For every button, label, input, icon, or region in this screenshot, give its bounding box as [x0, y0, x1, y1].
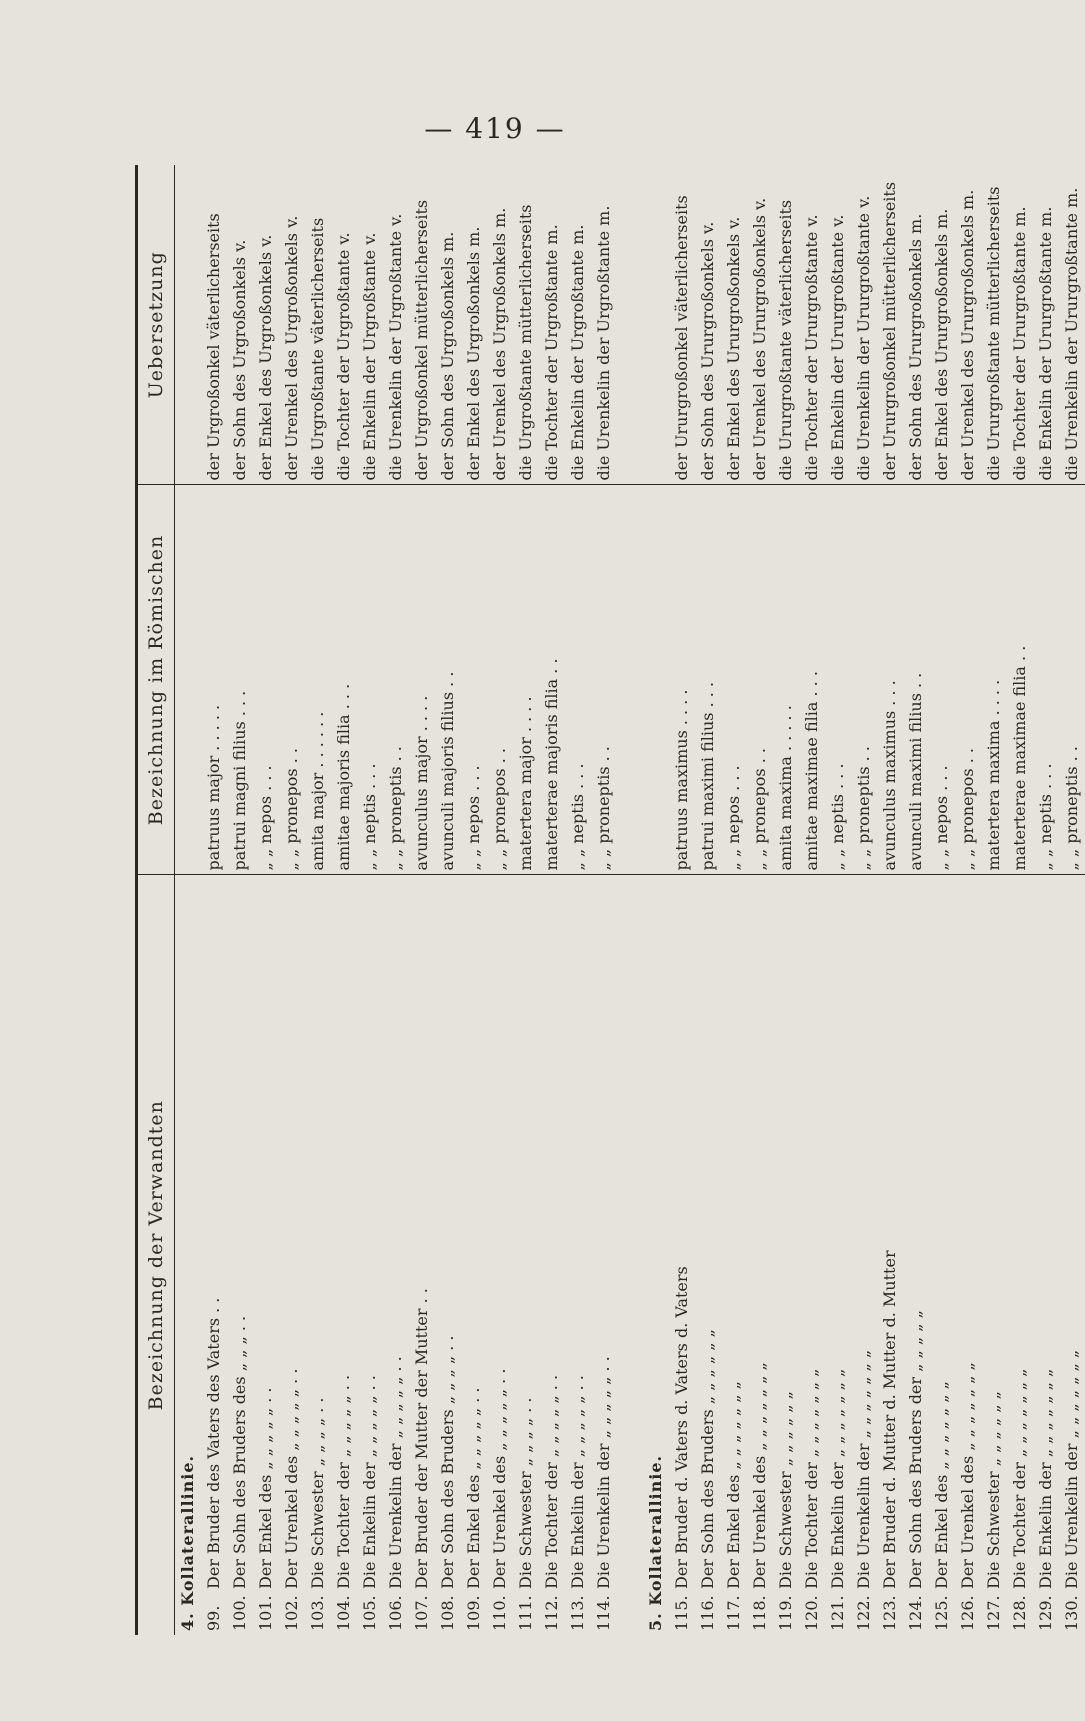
- table-row: [981, 165, 1007, 1635]
- table-row: [357, 165, 383, 1635]
- translation: die Tochter der Ururgroßtante m.: [1007, 165, 1033, 485]
- empty-cell: [643, 165, 669, 485]
- relative-cell: [1007, 875, 1033, 1635]
- kinship-table: [135, 165, 1085, 1635]
- translation: die Urenkelin der Urgroßtante v.: [383, 165, 409, 485]
- roman-term: matertera maxima . . . .: [981, 485, 1007, 875]
- row-number: 116.: [698, 1595, 717, 1631]
- section-title: 4. Kollaterallinie.: [178, 1454, 197, 1631]
- roman-term: „ „ nepos . . .: [721, 485, 747, 875]
- relative-cell: [383, 875, 409, 1635]
- relative-cell: [955, 875, 981, 1635]
- table-row: [305, 165, 331, 1635]
- row-number: 111.: [516, 1595, 535, 1631]
- table-row: [929, 165, 955, 1635]
- translation: die Tochter der Urgroßtante v.: [331, 165, 357, 485]
- roman-term: „ „ pronepos . .: [279, 485, 305, 875]
- empty-cell: [175, 165, 202, 485]
- table-row: [851, 165, 877, 1635]
- relative-cell: [721, 875, 747, 1635]
- translation: der Urenkel des Ururgroßonkels m.: [955, 165, 981, 485]
- relative-cell: [877, 875, 903, 1635]
- row-number: 119.: [776, 1595, 795, 1631]
- translation: der Urenkel des Urgroßonkels v.: [279, 165, 305, 485]
- table-row: [227, 165, 253, 1635]
- translation: die Urgroßtante mütterlicherseits: [513, 165, 539, 485]
- relative-label: Der Enkel des „ „ „ „ „ . .: [464, 1387, 483, 1589]
- relative-label: Die Enkelin der „ „ „ „ „ „ „: [1036, 1368, 1055, 1589]
- table-row: [721, 165, 747, 1635]
- translation: der Ururgroßonkel väterlicherseits: [669, 165, 695, 485]
- translation: die Urenkelin der Urgroßtante m.: [591, 165, 617, 485]
- row-number: 128.: [1010, 1595, 1029, 1631]
- relative-label: Der Sohn des Bruders des „ „ „ . .: [230, 1315, 249, 1589]
- table-row: [591, 165, 617, 1635]
- relative-label: Die Schwester „ „ „ „ . .: [516, 1397, 535, 1589]
- table-row: [695, 165, 721, 1635]
- relative-label: Der Bruder d. Mutter d. Mutter d. Mutter: [880, 1250, 899, 1589]
- row-number: 99.: [204, 1605, 223, 1631]
- relative-cell: [513, 875, 539, 1635]
- row-number: 107.: [412, 1595, 431, 1631]
- row-number: 122.: [854, 1595, 873, 1631]
- translation: die Ururgroßtante mütterlicherseits: [981, 165, 1007, 485]
- relative-cell: [435, 875, 461, 1635]
- table-row: [461, 165, 487, 1635]
- roman-term: „ „ neptis . . .: [1033, 485, 1059, 875]
- roman-term: „ „ proneptis . .: [1059, 485, 1085, 875]
- relative-cell: [747, 875, 773, 1635]
- roman-term: avunculus maximus . . .: [877, 485, 903, 875]
- rotated-table-page: [135, 165, 1081, 1635]
- roman-term: materterae maximae filia . .: [1007, 485, 1033, 875]
- roman-term: „ „ neptis . . .: [565, 485, 591, 875]
- roman-term: „ „ nepos . . .: [461, 485, 487, 875]
- roman-term: patrui magni filius . . .: [227, 485, 253, 875]
- table-row: [825, 165, 851, 1635]
- roman-term: patruus major . . . . .: [201, 485, 227, 875]
- relative-label: Die Urenkelin der „ „ „ „ „ „ „: [854, 1349, 873, 1589]
- roman-term: avunculus major . . . .: [409, 485, 435, 875]
- relative-cell: [981, 875, 1007, 1635]
- table-row: [1059, 165, 1085, 1635]
- row-number: 126.: [958, 1595, 977, 1631]
- row-number: 130.: [1062, 1595, 1081, 1631]
- row-number: 109.: [464, 1595, 483, 1631]
- header-row: [137, 165, 175, 1635]
- table-row: [1033, 165, 1059, 1635]
- relative-cell: [357, 875, 383, 1635]
- roman-term: amita maxima . . . . .: [773, 485, 799, 875]
- roman-term: avunculi maximi filius . .: [903, 485, 929, 875]
- row-number: 110.: [490, 1595, 509, 1631]
- relative-cell: [279, 875, 305, 1635]
- roman-term: patruus maximus . . . .: [669, 485, 695, 875]
- table-body: [175, 165, 1085, 1635]
- relative-label: Der Bruder der Mutter der Mutter . .: [412, 1288, 431, 1589]
- relative-label: Der Sohn des Bruders „ „ „ „ . .: [438, 1335, 457, 1589]
- relative-cell: [305, 875, 331, 1635]
- relative-cell: [1059, 875, 1085, 1635]
- table-row: [669, 165, 695, 1635]
- empty-cell: [617, 875, 643, 1635]
- roman-term: avunculi majoris filius . .: [435, 485, 461, 875]
- row-number: 127.: [984, 1595, 1003, 1631]
- relative-cell: [253, 875, 279, 1635]
- translation: der Urenkel des Urgroßonkels m.: [487, 165, 513, 485]
- table-row: [513, 165, 539, 1635]
- translation: der Enkel des Ururgroßonkels m.: [929, 165, 955, 485]
- relative-cell: [773, 875, 799, 1635]
- table-row: [383, 165, 409, 1635]
- roman-term: materterae majoris filia . .: [539, 485, 565, 875]
- translation: die Enkelin der Ururgroßtante m.: [1033, 165, 1059, 485]
- translation: der Sohn des Ururgroßonkels v.: [695, 165, 721, 485]
- table-row: [1007, 165, 1033, 1635]
- translation: der Sohn des Ururgroßonkels m.: [903, 165, 929, 485]
- translation: der Urgroßonkel mütterlicherseits: [409, 165, 435, 485]
- relative-cell: [695, 875, 721, 1635]
- relative-label: Die Tochter der „ „ „ „ „ „ „: [802, 1368, 821, 1589]
- relative-label: Der Urenkel des „ „ „ „ „ „ „: [958, 1362, 977, 1589]
- row-number: 103.: [308, 1595, 327, 1631]
- row-number: 102.: [282, 1595, 301, 1631]
- relative-label: Die Urenkelin der „ „ „ „ „ . .: [594, 1356, 613, 1589]
- table-row: [279, 165, 305, 1635]
- relative-label: Der Enkel des „ „ „ „ „ „ „: [724, 1381, 743, 1589]
- table-row: [877, 165, 903, 1635]
- row-number: 117.: [724, 1595, 743, 1631]
- header-relatives: Bezeichnung der Verwandten: [137, 875, 175, 1635]
- table-row: [955, 165, 981, 1635]
- translation: die Tochter der Urgroßtante m.: [539, 165, 565, 485]
- translation: der Enkel des Ururgroßonkels v.: [721, 165, 747, 485]
- row-number: 104.: [334, 1595, 353, 1631]
- translation: der Urenkel des Ururgroßonkels v.: [747, 165, 773, 485]
- table-row: [539, 165, 565, 1635]
- relative-label: Die Urenkelin der „ „ „ „ „ „ „: [1062, 1349, 1081, 1589]
- roman-term: „ „ pronepos . .: [747, 485, 773, 875]
- table-row: [331, 165, 357, 1635]
- section-heading-row: [175, 165, 202, 1635]
- translation: der Enkel des Urgroßonkels m.: [461, 165, 487, 485]
- relative-cell: [1033, 875, 1059, 1635]
- relative-label: Der Sohn des Bruders „ „ „ „ „ „: [698, 1329, 717, 1589]
- relative-label: Die Urenkelin der „ „ „ „ „ . .: [386, 1356, 405, 1589]
- section-title: 5. Kollaterallinie.: [646, 1454, 665, 1631]
- relative-cell: [539, 875, 565, 1635]
- relative-cell: [825, 875, 851, 1635]
- translation: die Urgroßtante väterlicherseits: [305, 165, 331, 485]
- row-number: 112.: [542, 1595, 561, 1631]
- table-row: [435, 165, 461, 1635]
- relative-cell: [851, 875, 877, 1635]
- empty-cell: [617, 165, 643, 485]
- relative-label: Der Urenkel des „ „ „ „ „ . .: [490, 1368, 509, 1589]
- relative-cell: [903, 875, 929, 1635]
- relative-cell: [331, 875, 357, 1635]
- relative-cell: [227, 875, 253, 1635]
- relative-cell: [669, 875, 695, 1635]
- row-number: 120.: [802, 1595, 821, 1631]
- roman-term: patrui maximi filius . . .: [695, 485, 721, 875]
- roman-term: „ „ proneptis . .: [383, 485, 409, 875]
- roman-term: „ „ pronepos . .: [955, 485, 981, 875]
- roman-term: matertera major . . . .: [513, 485, 539, 875]
- roman-term: „ „ pronepos . .: [487, 485, 513, 875]
- roman-term: amitae majoris filia . . .: [331, 485, 357, 875]
- relative-cell: [591, 875, 617, 1635]
- table-row: [747, 165, 773, 1635]
- roman-term: „ „ proneptis . .: [851, 485, 877, 875]
- row-number: 108.: [438, 1595, 457, 1631]
- relative-label: Die Schwester „ „ „ „ „ „: [984, 1391, 1003, 1589]
- translation: die Enkelin der Urgroßtante m.: [565, 165, 591, 485]
- roman-term: amita major . . . . . .: [305, 485, 331, 875]
- relative-label: Die Enkelin der „ „ „ „ „ . .: [360, 1375, 379, 1589]
- empty-cell: [175, 485, 202, 875]
- relative-label: Die Tochter der „ „ „ „ „ . .: [334, 1374, 353, 1589]
- relative-label: Der Bruder d. Vaters d. Vaters d. Vaters: [672, 1266, 691, 1589]
- relative-label: Der Urenkel des „ „ „ „ „ . .: [282, 1368, 301, 1589]
- header-roman: Bezeichnung im Römischen: [137, 485, 175, 875]
- relative-cell: [565, 875, 591, 1635]
- relative-label: Der Urenkel des „ „ „ „ „ „ „: [750, 1362, 769, 1589]
- translation: die Ururgroßtante väterlicherseits: [773, 165, 799, 485]
- table-row: [409, 165, 435, 1635]
- relative-cell: [409, 875, 435, 1635]
- row-number: 115.: [672, 1595, 691, 1631]
- header-translation: Uebersetzung: [137, 165, 175, 485]
- table-row: [773, 165, 799, 1635]
- row-number: 124.: [906, 1595, 925, 1631]
- relative-label: Die Schwester „ „ „ „ „ „: [776, 1391, 795, 1589]
- relative-label: Der Enkel des „ „ „ „ „ . .: [256, 1387, 275, 1589]
- table-row: [565, 165, 591, 1635]
- translation: die Enkelin der Urgroßtante v.: [357, 165, 383, 485]
- translation: die Enkelin der Ururgroßtante v.: [825, 165, 851, 485]
- relative-label: Der Bruder des Vaters des Vaters . .: [204, 1297, 223, 1589]
- row-number: 123.: [880, 1595, 899, 1631]
- row-number: 121.: [828, 1595, 847, 1631]
- relative-cell: [461, 875, 487, 1635]
- relative-label: Der Sohn des Bruders der „ „ „ „ „: [906, 1310, 925, 1589]
- page-number: — 419 —: [424, 112, 566, 145]
- relative-cell: [799, 875, 825, 1635]
- relative-cell: [201, 875, 227, 1635]
- row-number: 101.: [256, 1595, 275, 1631]
- relative-label: Der Enkel des „ „ „ „ „ „ „: [932, 1381, 951, 1589]
- roman-term: „ „ nepos . . .: [929, 485, 955, 875]
- row-number: 105.: [360, 1595, 379, 1631]
- table-row: [201, 165, 227, 1635]
- row-number: 113.: [568, 1595, 587, 1631]
- roman-term: „ „ nepos . . .: [253, 485, 279, 875]
- relative-label: Die Enkelin der „ „ „ „ „ . .: [568, 1375, 587, 1589]
- relative-label: Die Schwester „ „ „ „ . .: [308, 1397, 327, 1589]
- translation: die Urenkelin der Ururgroßtante m.: [1059, 165, 1085, 485]
- table-row: [487, 165, 513, 1635]
- row-number: 129.: [1036, 1595, 1055, 1631]
- roman-term: „ „ neptis . . .: [357, 485, 383, 875]
- relative-cell: [487, 875, 513, 1635]
- empty-cell: [617, 485, 643, 875]
- translation: die Urenkelin der Ururgroßtante v.: [851, 165, 877, 485]
- relative-label: Die Tochter der „ „ „ „ „ „ „: [1010, 1368, 1029, 1589]
- roman-term: „ „ neptis . . .: [825, 485, 851, 875]
- translation: der Sohn des Urgroßonkels v.: [227, 165, 253, 485]
- translation: die Tochter der Ururgroßtante v.: [799, 165, 825, 485]
- row-number: 114.: [594, 1595, 613, 1631]
- relative-label: Die Enkelin der „ „ „ „ „ „ „: [828, 1368, 847, 1589]
- table-row: [903, 165, 929, 1635]
- translation: der Ururgroßonkel mütterlicherseits: [877, 165, 903, 485]
- spacer-row: [617, 165, 643, 1635]
- section-heading-row: [643, 165, 669, 1635]
- roman-term: „ „ proneptis . .: [591, 485, 617, 875]
- translation: der Urgroßonkel väterlicherseits: [201, 165, 227, 485]
- translation: der Enkel des Urgroßonkels v.: [253, 165, 279, 485]
- empty-cell: [643, 485, 669, 875]
- relative-cell: [929, 875, 955, 1635]
- row-number: 106.: [386, 1595, 405, 1631]
- relative-label: Die Tochter der „ „ „ „ „ . .: [542, 1374, 561, 1589]
- row-number: 100.: [230, 1595, 249, 1631]
- table-row: [799, 165, 825, 1635]
- row-number: 118.: [750, 1595, 769, 1631]
- table-row: [253, 165, 279, 1635]
- translation: der Sohn des Urgroßonkels m.: [435, 165, 461, 485]
- row-number: 125.: [932, 1595, 951, 1631]
- roman-term: amitae maximae filia . . .: [799, 485, 825, 875]
